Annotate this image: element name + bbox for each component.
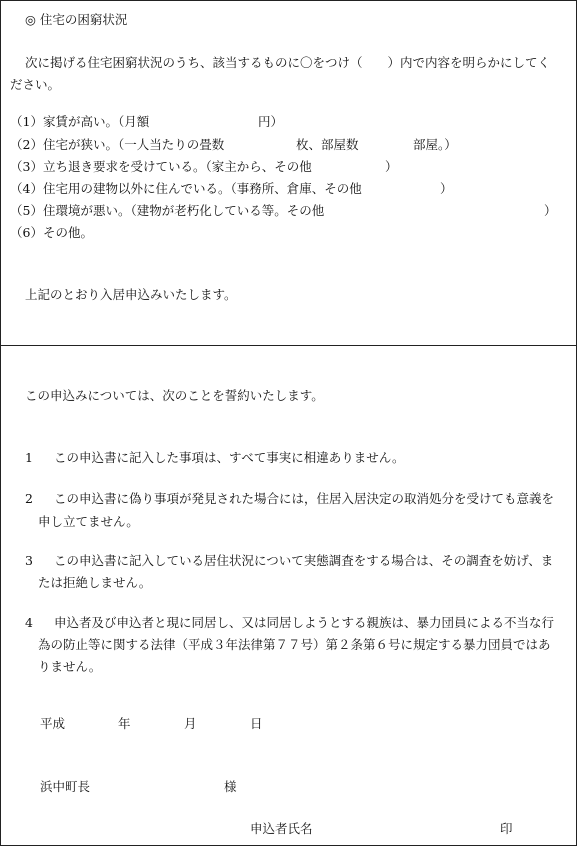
pledge-3-line-1: この申込書に記入している居住状況について実態調査をする場合は、その調査を妨げ、ま bbox=[54, 553, 554, 568]
option-4[interactable] bbox=[10, 181, 362, 197]
option-3[interactable] bbox=[10, 159, 312, 175]
pledge-3-line-2: たは拒絶しません。 bbox=[38, 575, 152, 590]
option-2-mid: 枚、部屋数 bbox=[296, 137, 359, 152]
option-number: （6） bbox=[10, 225, 43, 240]
pledge-3-number: 3 bbox=[25, 553, 33, 568]
option-number: （4） bbox=[10, 181, 43, 196]
option-6[interactable] bbox=[10, 225, 93, 241]
intro-line-1: 次に掲げる住宅困窮状況のうち、該当するものに〇をつけ（ ）内で内容を明らかにしてく bbox=[25, 55, 551, 70]
option-2[interactable] bbox=[10, 137, 224, 153]
intro-line-2: ださい。 bbox=[10, 77, 61, 92]
date-year: 年 bbox=[118, 716, 131, 731]
pledge-1-number: 1 bbox=[25, 450, 33, 465]
option-text: 家賃が高い。（月額 bbox=[42, 114, 150, 129]
option-number: （3） bbox=[10, 159, 43, 174]
date-month: 月 bbox=[184, 716, 197, 731]
pledge-4-number: 4 bbox=[25, 615, 33, 630]
pledge-2-number: 2 bbox=[25, 491, 33, 506]
addressee-honorific: 様 bbox=[224, 779, 237, 794]
option-1-close: 円） bbox=[258, 114, 284, 129]
application-statement: 上記のとおり入居申込みいたします。 bbox=[25, 287, 237, 302]
option-text: その他。 bbox=[42, 225, 93, 240]
addressee-name: 浜中町長 bbox=[40, 779, 91, 794]
option-5-close: ） bbox=[544, 203, 557, 218]
option-5[interactable] bbox=[10, 203, 324, 219]
pledge-4-line-3: りません。 bbox=[38, 659, 102, 674]
pledge-intro: この申込みについては、次のことを誓約いたします。 bbox=[25, 388, 324, 403]
date-era: 平成 bbox=[40, 716, 66, 731]
option-1[interactable] bbox=[10, 114, 149, 130]
pledge-2-line-1: この申込書に偽り事項が発見された場合には，住居入居決定の取消処分を受けても意義を bbox=[54, 491, 555, 506]
option-text: 住宅が狭い。（一人当たりの畳数 bbox=[42, 137, 225, 152]
pledge-4-line-2: 為の防止等に関する法律（平成３年法律第７７号）第２条第６号に規定する暴力団員ではあ bbox=[38, 637, 551, 652]
option-text: 立ち退き要求を受けている。（家主から、その他 bbox=[42, 159, 312, 174]
option-4-close: ） bbox=[440, 181, 453, 196]
applicant-name-label: 申込者氏名 bbox=[250, 821, 313, 836]
option-number: （1） bbox=[10, 114, 43, 129]
pledge-1-line-1: この申込書に記入した事項は、すべて事実に相違ありません。 bbox=[54, 450, 405, 465]
option-3-close: ） bbox=[385, 159, 398, 174]
pledge-4-line-1: 申込者及び申込者と現に同居し、又は同居しようとする親族は、暴力団員による不当な行 bbox=[54, 615, 555, 630]
seal-mark: 印 bbox=[500, 821, 513, 836]
section-title: ◎ 住宅の困窮状況 bbox=[25, 12, 128, 27]
section-divider bbox=[0, 345, 577, 346]
option-number: （5） bbox=[10, 203, 43, 218]
option-2-close: 部屋。） bbox=[413, 137, 457, 152]
option-text: 住宅用の建物以外に住んでいる。（事務所、倉庫、その他 bbox=[42, 181, 362, 196]
date-day: 日 bbox=[250, 716, 263, 731]
pledge-2-line-2: 申し立てません。 bbox=[38, 514, 139, 529]
option-number: （2） bbox=[10, 137, 43, 152]
option-text: 住環境が悪い。（建物が老朽化している等。その他 bbox=[42, 203, 325, 218]
